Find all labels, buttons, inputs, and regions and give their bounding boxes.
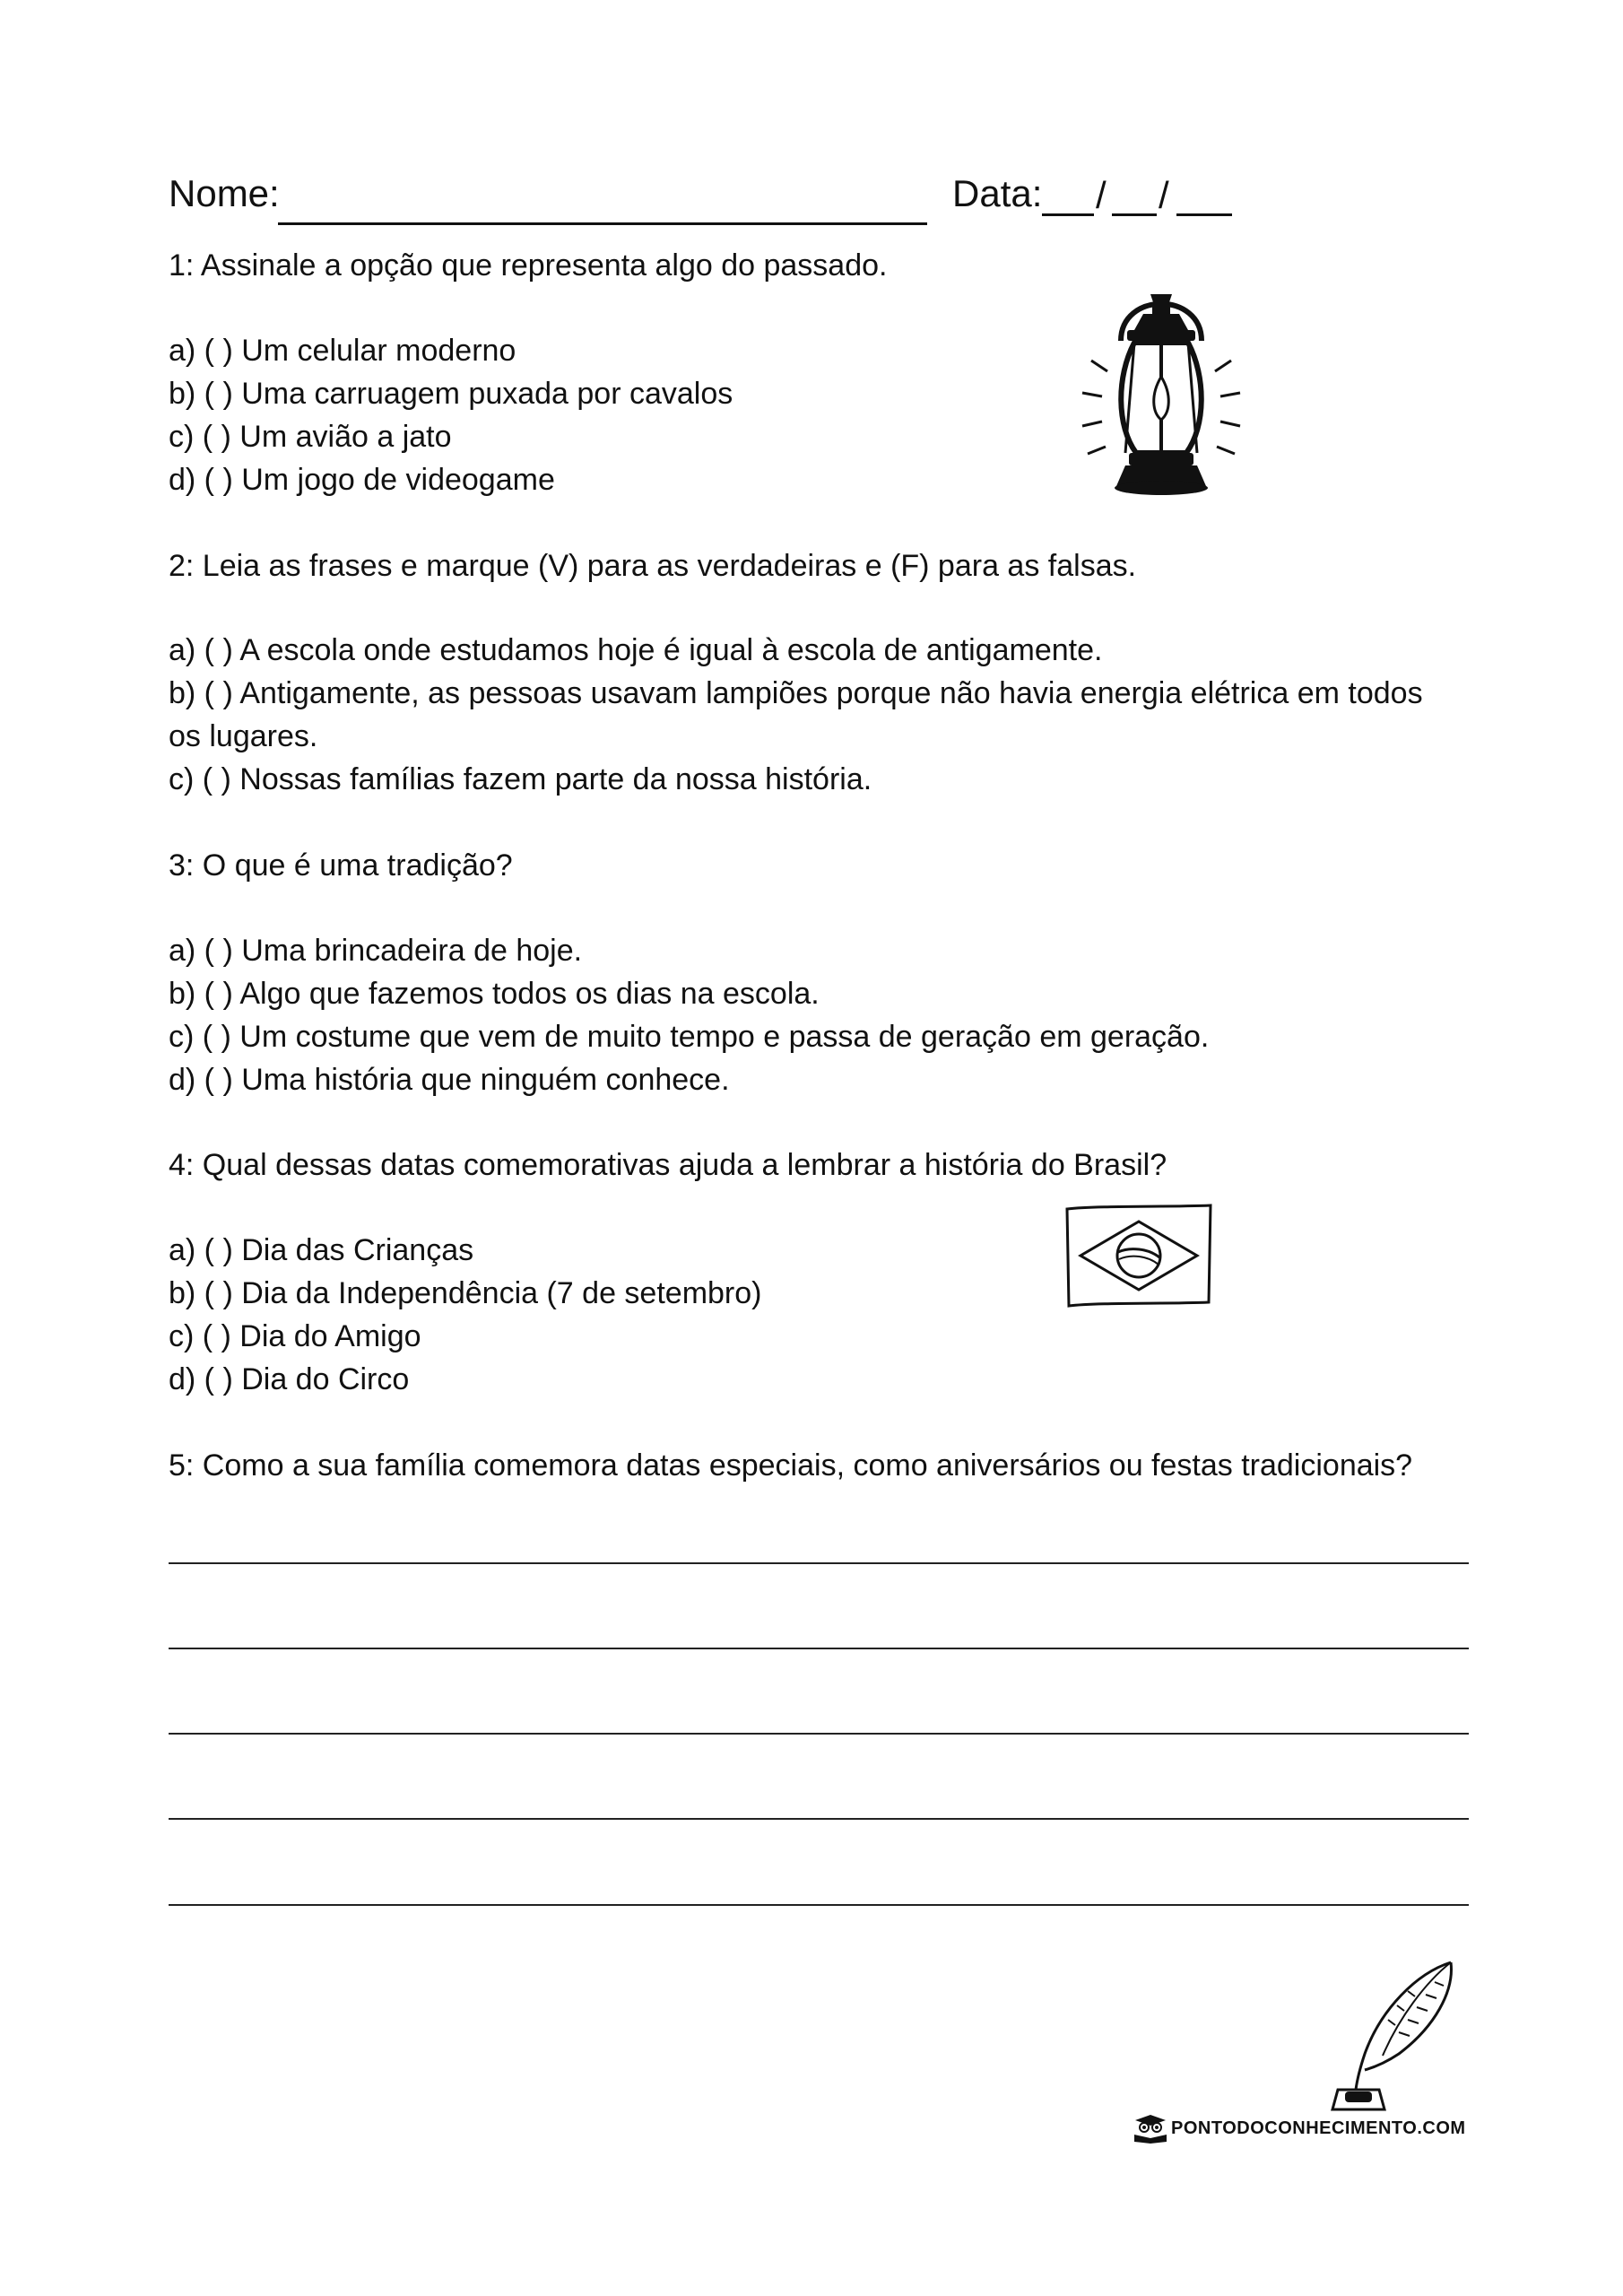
question-3-option-c[interactable]: c) ( ) Um costume que vem de muito tempo e passa de geração em geração. xyxy=(169,1020,1210,1054)
question-4-prompt: 4: Qual dessas datas comemorativas ajuda a lembrar a história do Brasil? xyxy=(169,1148,1167,1182)
question-1-prompt: 1: Assinale a opção que representa algo do passado. xyxy=(169,248,888,283)
answer-line[interactable] xyxy=(169,1648,1469,1649)
owl-books-logo-icon xyxy=(1132,2113,1169,2144)
question-4-option-c[interactable]: c) ( ) Dia do Amigo xyxy=(169,1319,421,1353)
date-label: Data: xyxy=(952,172,1043,214)
question-3-option-a[interactable]: a) ( ) Uma brincadeira de hoje. xyxy=(169,934,583,968)
answer-line[interactable] xyxy=(169,1562,1469,1564)
question-1-option-d[interactable]: d) ( ) Um jogo de videogame xyxy=(169,463,555,497)
date-year-field[interactable] xyxy=(1176,179,1232,216)
question-2-option-b[interactable]: b) ( ) Antigamente, as pessoas usavam lampiões porque não havia energia elétrica em todos xyxy=(169,676,1423,710)
date-separator: / xyxy=(1096,174,1107,216)
name-field[interactable] xyxy=(278,179,927,225)
question-1-option-c[interactable]: c) ( ) Um avião a jato xyxy=(169,420,452,454)
date-separator: / xyxy=(1159,174,1169,216)
brazil-flag-icon xyxy=(1063,1202,1215,1309)
question-4-option-b[interactable]: b) ( ) Dia da Independência (7 de setembro) xyxy=(169,1276,762,1310)
answer-line[interactable] xyxy=(169,1904,1469,1906)
answer-line[interactable] xyxy=(169,1733,1469,1735)
question-4-option-a[interactable]: a) ( ) Dia das Crianças xyxy=(169,1233,474,1267)
question-2-option-a[interactable]: a) ( ) A escola onde estudamos hoje é igual à escola de antigamente. xyxy=(169,633,1103,667)
question-4-option-d[interactable]: d) ( ) Dia do Circo xyxy=(169,1362,410,1396)
question-3-option-d[interactable]: d) ( ) Uma história que ninguém conhece. xyxy=(169,1063,730,1097)
quill-inkwell-icon xyxy=(1300,1955,1480,2117)
question-2-option-c[interactable]: c) ( ) Nossas famílias fazem parte da nossa história. xyxy=(169,762,872,796)
date-month-field[interactable] xyxy=(1112,179,1157,216)
name-label: Nome: xyxy=(169,172,280,214)
question-2-prompt: 2: Leia as frases e marque (V) para as verdadeiras e (F) para as falsas. xyxy=(169,549,1137,583)
question-5-prompt: 5: Como a sua família comemora datas especiais, como aniversários ou festas tradicionais? xyxy=(169,1448,1413,1483)
answer-line[interactable] xyxy=(169,1818,1469,1820)
question-1-option-b[interactable]: b) ( ) Uma carruagem puxada por cavalos xyxy=(169,377,733,411)
question-1-option-a[interactable]: a) ( ) Um celular moderno xyxy=(169,334,516,368)
lantern-icon xyxy=(1072,278,1251,502)
question-2-option-b-continued: os lugares. xyxy=(169,719,318,753)
date-day-field[interactable] xyxy=(1042,179,1094,216)
question-3-prompt: 3: O que é uma tradição? xyxy=(169,848,513,883)
question-3-option-b[interactable]: b) ( ) Algo que fazemos todos os dias na escola. xyxy=(169,977,820,1011)
footer-site-text: PONTODOCONHECIMENTO.COM xyxy=(1171,2118,1466,2138)
